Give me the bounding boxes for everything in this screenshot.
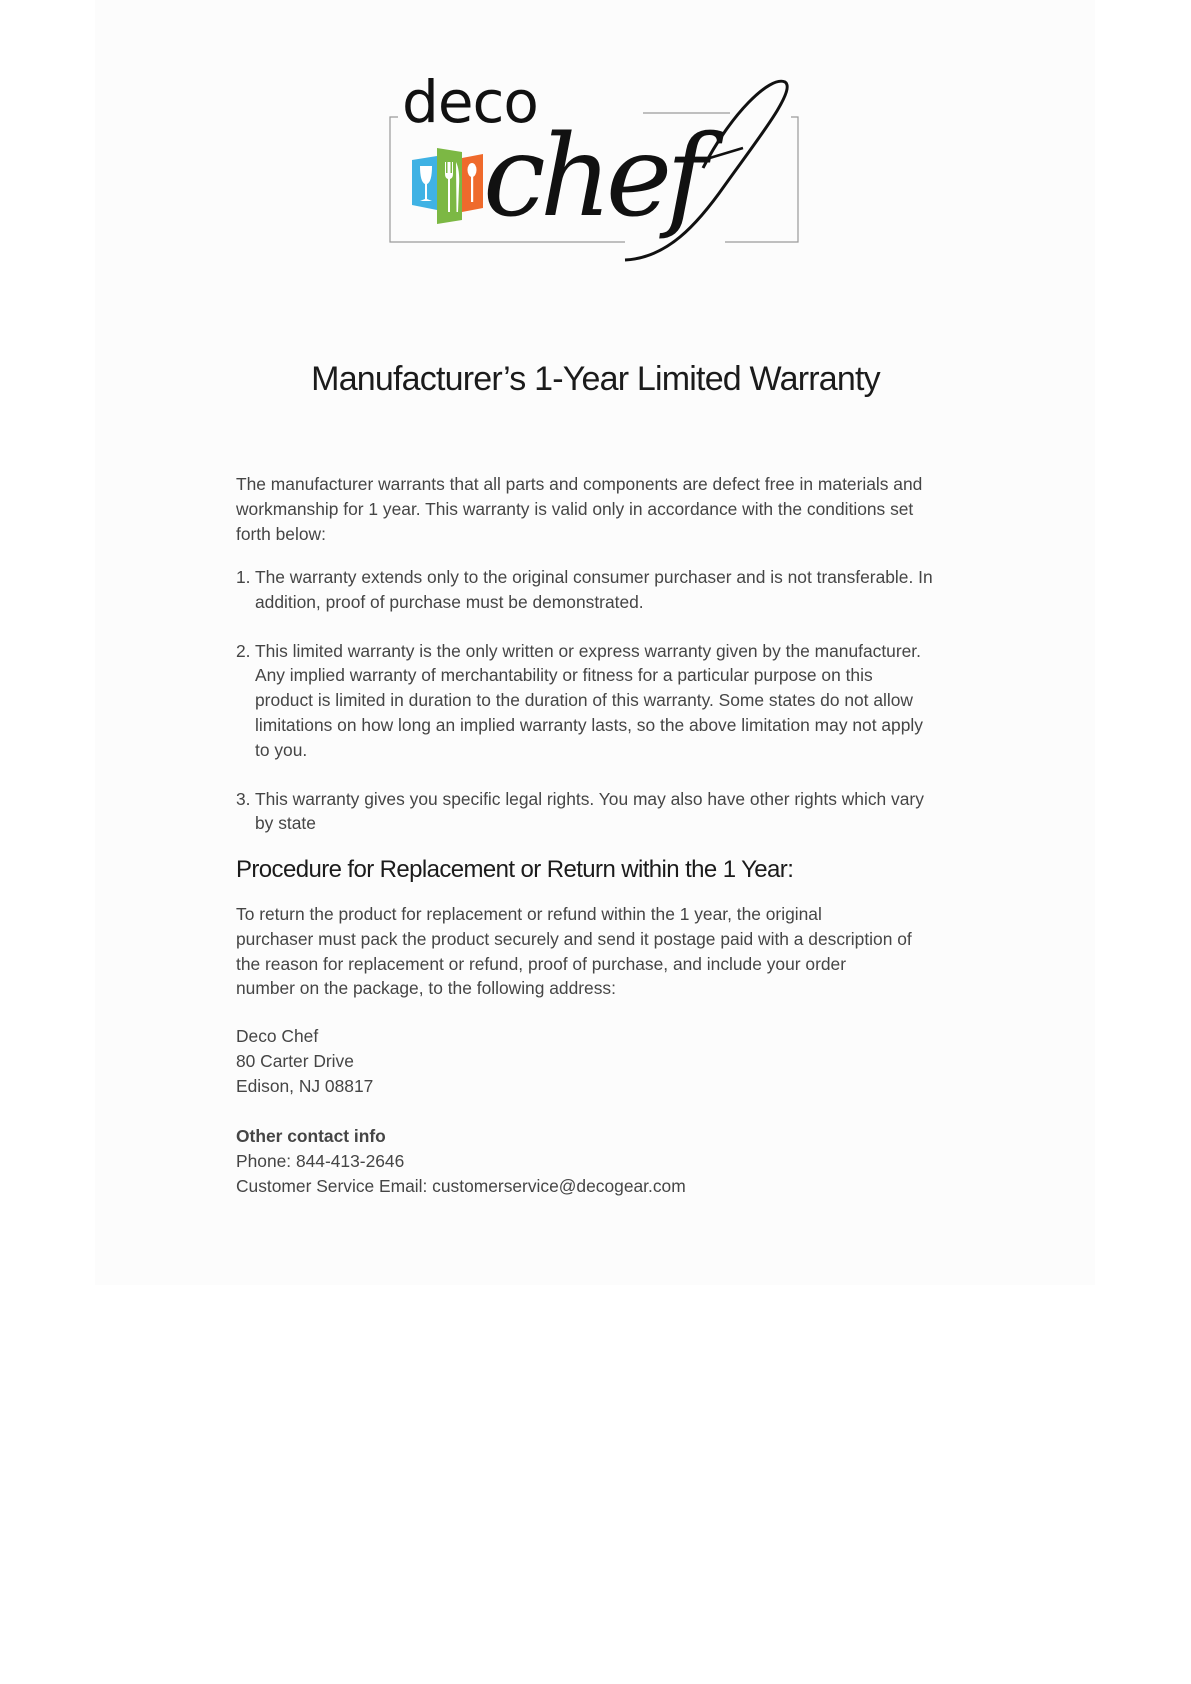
intro-line: The manufacturer warrants that all parts and components are defect free in materials and <box>236 474 923 494</box>
list-item <box>236 787 956 837</box>
list-line: This limited warranty is the only written or express warranty given by the manufacturer. <box>255 640 921 661</box>
mailing-address <box>236 1024 956 1098</box>
logo-graphic <box>385 70 805 285</box>
procedure-heading: Procedure for Replacement or Return within the 1 Year: <box>236 856 794 883</box>
intro-paragraph <box>236 472 956 546</box>
list-line: to you. <box>255 739 308 760</box>
procedure-line: purchaser must pack the product securely and send it postage paid with a description of <box>236 928 912 949</box>
list-line: product is limited in duration to the duration of this warranty. Some states do not allow <box>255 690 913 711</box>
list-line: by state <box>255 813 316 834</box>
address-street: 80 Carter Drive <box>236 1050 354 1071</box>
logo-chef-text: chef <box>483 112 702 242</box>
page-title: Manufacturer’s 1-Year Limited Warranty <box>311 360 880 398</box>
list-number: 1. <box>236 567 251 587</box>
list-line: Any implied warranty of merchantability or fitness for a particular purpose on this <box>255 665 873 686</box>
list-line: limitations on how long an implied warranty lasts, so the above limitation may not apply <box>255 714 923 735</box>
address-city: Edison, NJ 08817 <box>236 1075 374 1096</box>
list-item <box>236 639 956 763</box>
contact-heading: Other contact info <box>236 1126 386 1146</box>
intro-line: workmanship for 1 year. This warranty is valid only in accordance with the conditions set <box>236 498 914 519</box>
list-item <box>236 565 956 615</box>
procedure-line: To return the product for replacement or refund within the 1 year, the original <box>236 904 822 924</box>
contact-phone: Phone: 844-413-2646 <box>236 1150 405 1171</box>
list-line: addition, proof of purchase must be demonstrated. <box>255 591 644 612</box>
warranty-terms-list <box>236 565 956 836</box>
list-line: The warranty extends only to the original consumer purchaser and is not transferable. In <box>255 567 933 587</box>
logo-deco-text: deco <box>402 68 538 136</box>
procedure-line: number on the package, to the following address: <box>236 978 616 999</box>
deco-chef-logo <box>385 70 805 285</box>
list-number: 2. <box>236 640 251 661</box>
list-line: This warranty gives you specific legal rights. You may also have other rights which vary <box>255 788 924 809</box>
procedure-line: the reason for replacement or refund, proof of purchase, and include your order <box>236 953 846 974</box>
procedure-paragraph <box>236 902 956 1001</box>
intro-line: forth below: <box>236 523 326 544</box>
contact-email: Customer Service Email: customerservice@decogear.com <box>236 1175 686 1196</box>
contact-info <box>236 1124 956 1198</box>
list-number: 3. <box>236 788 251 809</box>
address-name: Deco Chef <box>236 1026 319 1046</box>
